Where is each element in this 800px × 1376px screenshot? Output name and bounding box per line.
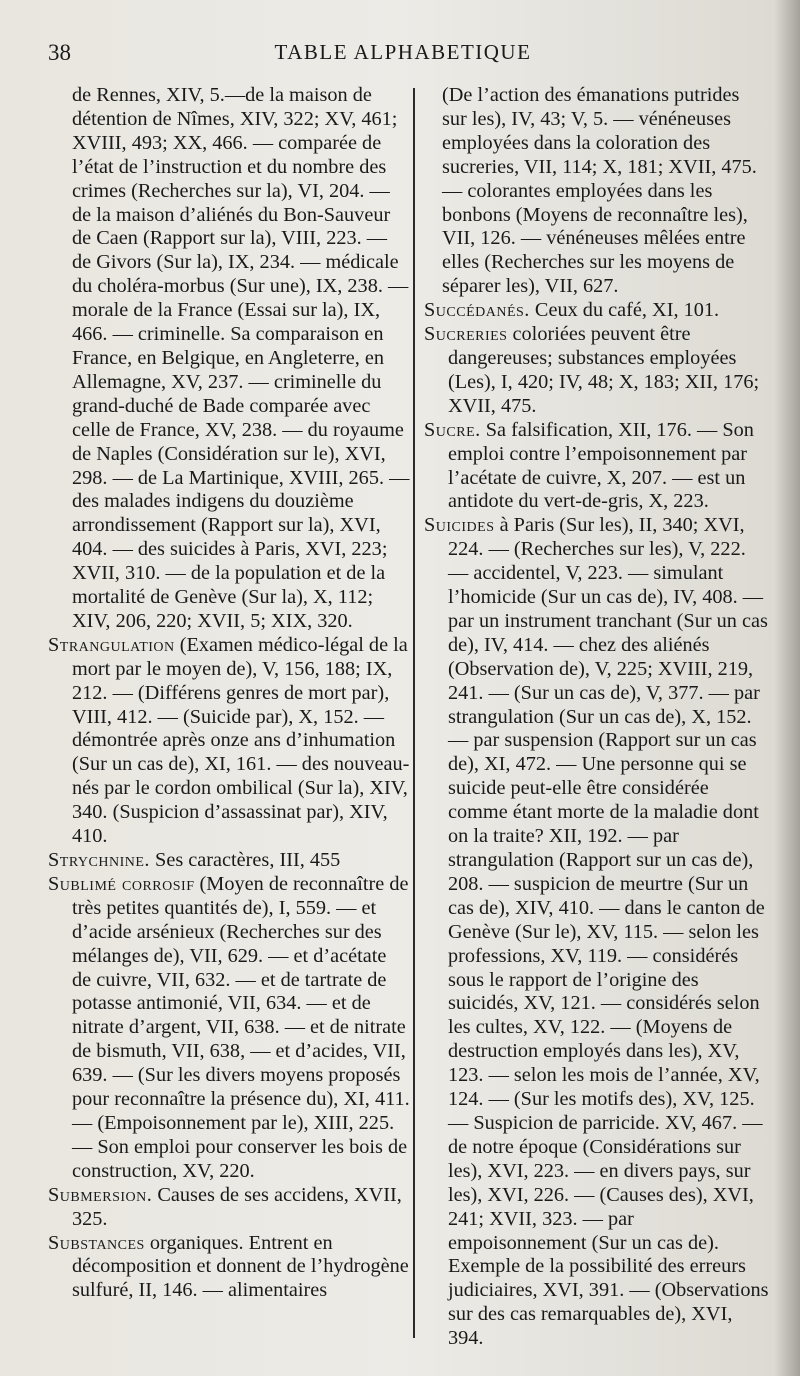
page-number: 38 (48, 40, 71, 65)
entry-text: Ceux du café, XI, 101. (529, 299, 720, 322)
page-header (48, 38, 758, 72)
entry-headword: Strangulation (48, 633, 175, 656)
column-divider (413, 88, 415, 1338)
entry-text: Sa falsification, XII, 176. — Son emploi contre l’empoisonnement par l’acétate de cuivre, X, 207. — est un antidote du vert-de-gris, X, 223. (448, 418, 754, 513)
index-entry (424, 419, 769, 515)
entry-headword: Succédanés. (424, 299, 530, 322)
index-entry (48, 873, 410, 1184)
entry-headword: Substances (48, 1231, 145, 1254)
entry-headword: Sublimé corrosif (48, 872, 195, 895)
entry-text: à Paris (Sur les), II, 340; XVI, 224. — (Recherches sur les), V, 222. — accidentel, V, 223. — simulant l’homicide (Sur un cas de), IV, 408. — par un instrument tranchant (Sur un cas de), IV, 414. — chez des aliénés (Observation de), V, 225; XVIII, 219, 241. — (Sur un cas de), V, 377. — par strangulation (Sur un cas de), X, 152. — par suspension (Rapport sur un cas de), XI, 472. — Une personne qui se suicide peut-elle être considérée comme étant morte de la maladie dont on la traite? XII, 192. — par strangulation (Rapport sur un cas de), 208. — suspicion de meurtre (Sur un cas de), XIV, 410. — dans le canton de Genève (Sur le), XV, 115. — selon les professions, XV, 119. — considérés sous le rapport de l’origine des suicidés, XV, 121. — considérés selon les cultes, XV, 122. — (Moyens de destruction employés dans les), XV, 123. — selon les mois de l’année, XV, 124. — (Sur les motifs des), XV, 125. — Suspicion de parricide. XV, 467. — de notre époque (Considérations sur les), XVI, 223. — en divers pays, sur les), XVI, 226. — (Causes des), XVI, 241; XVII, 323. — par empoisonnement (Sur un cas de). Exemple de la possibilité des erreurs judiciaires, XVI, 391. — (Observations sur des cas remarquables de), XVI, 394. (448, 514, 769, 1350)
right-column (424, 84, 769, 1351)
entry-headword: Strychnine. (48, 849, 150, 871)
entry-text: (Moyen de reconnaître de très petites quantités de), I, 559. — et d’acide arsénieux (Recherches sur des mélanges de), VII, 629. — et d’acétate de cuivre, VII, 632. — et de tartrate de potasse antimonié, VII, 634. — et de nitrate d’argent, VII, 638. — et de nitrate de bismuth, VII, 638, — et d’acides, VII, 639. — (Sur les divers moyens proposés pour reconnaître la présence du), XI, 411. — (Empoisonnement par le), XIII, 225. — Son emploi pour conserver les bois de construction, XV, 220. (72, 872, 410, 1182)
index-entry (424, 323, 769, 419)
entry-headword: Suicides (424, 514, 495, 537)
left-column (48, 84, 410, 1303)
index-entry (48, 1184, 410, 1232)
entry-text: Ses caractères, III, 455 (149, 849, 341, 871)
index-entry (48, 84, 410, 634)
entry-text: (Examen médico-légal de la mort par le moyen de), V, 156, 188; IX, 212. — (Différens genres de mort par), VIII, 412. — (Suicide par), X, 152. — démontrée après onze ans d’inhumation (Sur un cas de), XI, 161. — des nouveau-nés par le cordon ombilical (Sur la), XIV, 340. (Suspicion d’assassinat par), XIV, 410. (72, 633, 410, 848)
index-entry (424, 514, 769, 1351)
entry-text: (De l’action des émanations putrides sur les), IV, 43; V, 5. — vénéneuses employées dans la coloration des sucreries, VII, 114; X, 181; XVII, 475. — colorantes employées dans les bonbons (Moyens de reconnaître les), VII, 126. — vénéneuses mêlées entre elles (Recherches sur les moyens de séparer les), VII, 627. (442, 84, 757, 298)
entry-text: coloriées peuvent être dangereuses; substances employées (Les), I, 420; IV, 48; X, 183; XII, 176; XVII, 475. (448, 323, 760, 417)
index-entry (48, 1232, 410, 1304)
entry-text: de Rennes, XIV, 5.—de la maison de détention de Nîmes, XIV, 322; XV, 461; XVIII, 493; XX, 466. — comparée de l’état de l’instruction et du nombre des crimes (Recherches sur la), VI, 204. — de la maison d’aliénés du Bon-Sauveur de Caen (Rapport sur la), VIII, 223. — de Givors (Sur la), IX, 234. — médicale du choléra-morbus (Sur une), IX, 238. — morale de la France (Essai sur la), IX, 466. — criminelle. Sa comparaison en France, en Belgique, en Angleterre, en Allemagne, XV, 237. — criminelle du grand-duché de Bade comparée avec celle de France, XV, 238. — du royaume de Naples (Considération sur le), XVI, 298. — de La Martinique, XVIII, 265. — des malades indigens du douzième arrondissement (Rapport sur la), XVI, 404. — des suicides à Paris, XVI, 223; XVII, 310. — de la population et de la mortalité de Genève (Sur la), X, 112; XIV, 206, 220; XVII, 5; XIX, 320. (72, 84, 410, 632)
entry-headword: Sucre. (424, 418, 481, 441)
entry-headword: Submersion. (48, 1183, 153, 1206)
index-entry (424, 84, 769, 299)
entry-text: organiques. Entrent en décomposition et donnent de l’hydrogène sulfuré, II, 146. — alimentaires (72, 1231, 409, 1302)
index-entry (424, 299, 769, 323)
entry-headword: Sucreries (424, 323, 508, 346)
entry-text: Causes de ses accidens, XVII, 325. (72, 1183, 402, 1230)
running-title: TABLE ALPHABETIQUE (274, 40, 532, 64)
index-entry (48, 634, 410, 849)
index-entry (48, 849, 410, 873)
